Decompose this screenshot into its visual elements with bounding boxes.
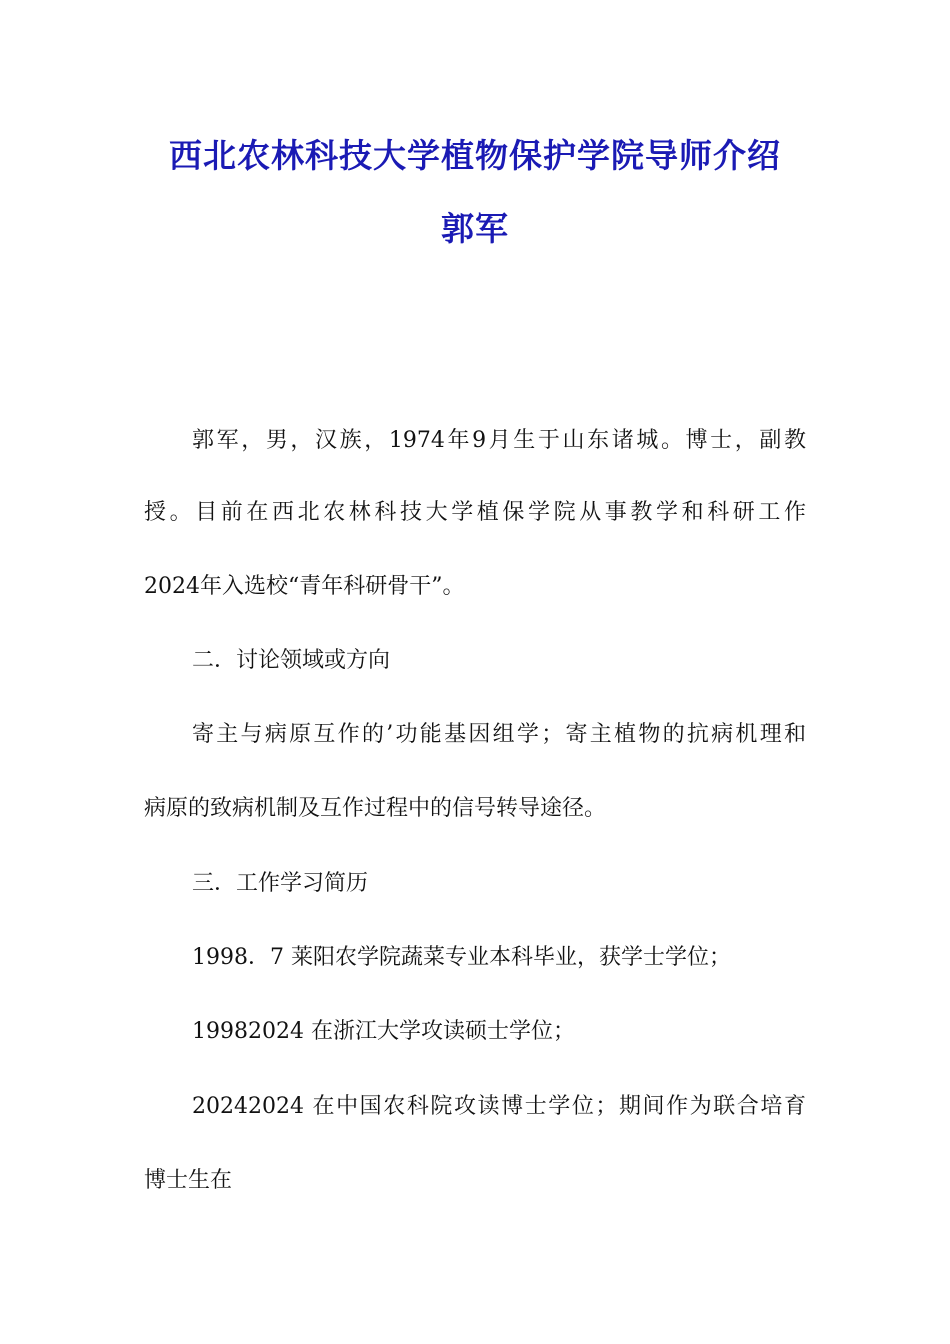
intro-line-2: 授。目前在西北农林科技大学植保学院从事教学和科研工作 [144,500,806,525]
resume-entry-3 [144,1089,814,1193]
resume-entry-3-line-1: 20242024 在中国农科院攻读博士学位；期间作为联合培育 [192,1094,806,1119]
advisor-name-title: 郭军 [441,209,509,248]
resume-entry-2-text: 19982024 在浙江大学攻读硕士学位； [192,1019,575,1044]
research-line-1: 寄主与病原互作的’功能基因组学；寄主植物的抗病机理和 [192,722,806,747]
resume-entry-1 [144,940,814,970]
resume-entry-2 [144,1014,814,1044]
intro-line-3: 2024年入选校“青年科研骨干”。 [144,574,465,599]
resume-entry-1-text: 1998．7 莱阳农学院蔬菜专业本科毕业，获学士学位； [192,945,731,970]
section-3-heading-text: 三．工作学习简历 [192,871,369,896]
research-line-2: 病原的致病机制及互作过程中的信号转导途径。 [144,796,607,821]
document-title: 西北农林科技大学植物保护学院导师介绍 [169,136,781,175]
section-3-heading [144,866,814,896]
resume-entry-3-line-2: 博士生在 [144,1168,233,1193]
section-2-heading-text: 二．讨论领域或方向 [192,648,391,673]
section-2-heading [144,643,814,673]
intro-paragraph [144,423,814,599]
research-direction-paragraph [144,717,814,821]
intro-line-1: 郭军，男，汉族，1974年9月生于山东诸城。博士，副教 [192,428,806,453]
